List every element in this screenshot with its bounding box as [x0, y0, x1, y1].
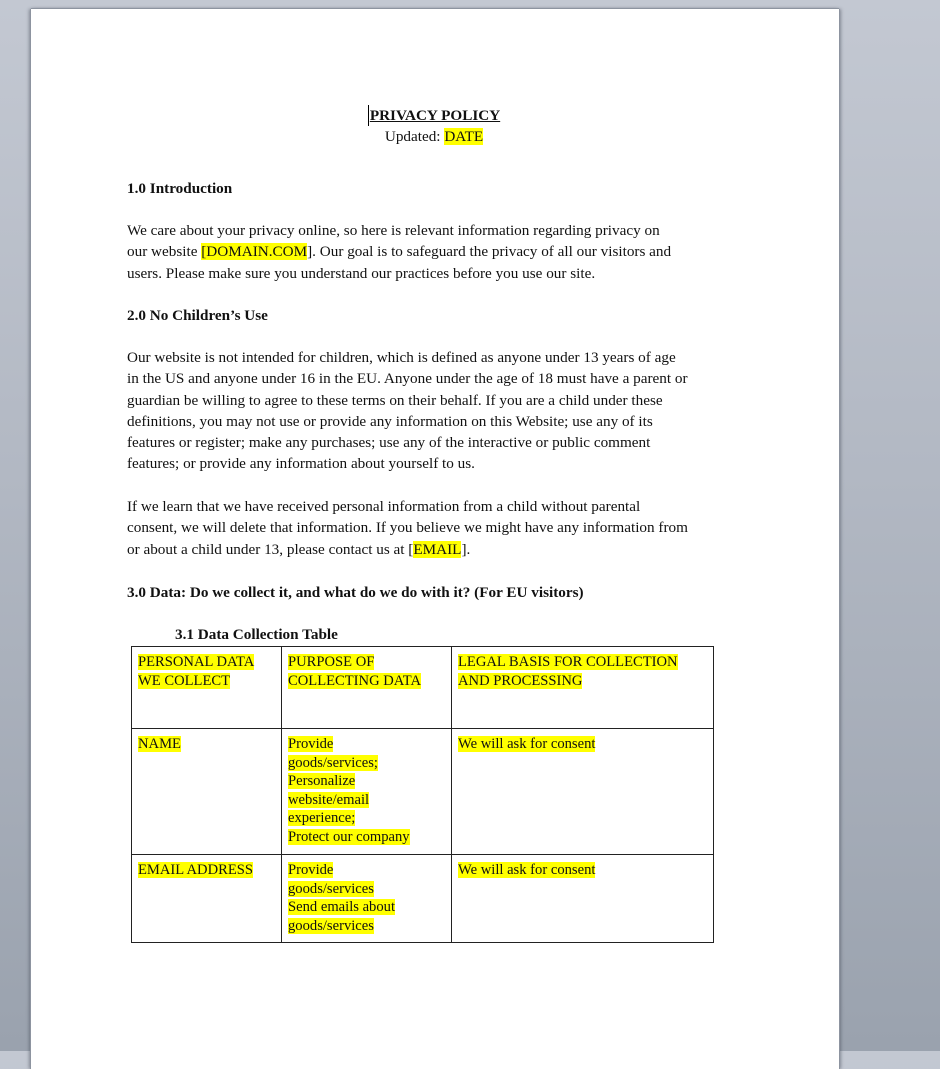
- cell-text: We will ask for consent: [458, 862, 596, 878]
- cell-text: website/email: [288, 791, 370, 808]
- cell-line: [288, 880, 445, 899]
- cell-line: [138, 735, 275, 754]
- paragraph-line: [127, 539, 767, 560]
- paragraph-line: users. Please make sure you understand our practices before you use our site.: [127, 264, 596, 282]
- paragraph-parental-consent: [127, 496, 767, 560]
- cell-line: [458, 672, 707, 691]
- cell-text: Provide: [288, 862, 334, 878]
- section-heading-introduction: 1.0 Introduction: [127, 180, 233, 197]
- cell-line: [288, 828, 445, 847]
- cell-text: goods/services: [288, 917, 374, 934]
- email-placeholder: EMAIL: [413, 540, 462, 558]
- cell-line: [288, 653, 445, 672]
- paragraph-line: in the US and anyone under 16 in the EU. Anyone under the age of 18 must have a parent or: [127, 370, 688, 388]
- document-title: PRIVACY POLICY: [368, 105, 500, 126]
- cell-text: EMAIL ADDRESS: [138, 862, 254, 878]
- text-run: or about a child under 13, please contact us at [: [127, 540, 414, 558]
- paragraph-line: features; or provide any information about yourself to us.: [127, 455, 475, 473]
- table-cell[interactable]: [282, 855, 452, 943]
- cell-text: AND PROCESSING: [458, 672, 583, 689]
- paragraph-line: [127, 241, 767, 262]
- cell-text: Protect our company: [288, 828, 410, 845]
- cell-line: [288, 917, 445, 936]
- cell-text: Provide: [288, 736, 334, 752]
- cell-text: goods/services;: [288, 754, 378, 771]
- paragraph-line: consent, we will delete that information. If you believe we might have any information from: [127, 519, 688, 537]
- cell-text: PURPOSE OF: [288, 654, 375, 670]
- table-cell[interactable]: [282, 729, 452, 855]
- cell-line: [458, 735, 707, 754]
- cell-line: [288, 809, 445, 828]
- cell-line: [288, 735, 445, 754]
- cell-text: We will ask for consent: [458, 736, 596, 752]
- cell-text: WE COLLECT: [138, 672, 231, 689]
- table-cell[interactable]: [132, 729, 282, 855]
- domain-placeholder: [DOMAIN.COM: [201, 243, 308, 261]
- paragraph-line: Our website is not intended for children, which is defined as anyone under 13 years of age: [127, 349, 676, 366]
- cell-line: [138, 653, 275, 672]
- section-heading-children: 2.0 No Children’s Use: [127, 307, 268, 324]
- paragraph-line: definitions, you may not use or provide any information on this Website; use any of its: [127, 412, 653, 430]
- cell-line: [288, 898, 445, 917]
- paragraph-children-use: [127, 347, 767, 475]
- updated-label: Updated:: [384, 128, 445, 146]
- table-cell[interactable]: [452, 729, 714, 855]
- table-row: [132, 855, 714, 943]
- table-row: [132, 729, 714, 855]
- cell-text: LEGAL BASIS FOR COLLECTION: [458, 654, 678, 670]
- table-caption: 3.1 Data Collection Table: [175, 626, 338, 643]
- cell-text: PERSONAL DATA: [138, 654, 255, 670]
- cell-line: [288, 861, 445, 880]
- cell-line: [138, 861, 275, 880]
- paragraph-introduction: [127, 220, 767, 284]
- cell-text: experience;: [288, 810, 356, 827]
- cell-line: [458, 861, 707, 880]
- cell-line: [288, 672, 445, 691]
- section-heading-data: 3.0 Data: Do we collect it, and what do we do with it? (For EU visitors): [127, 584, 584, 601]
- title-block: [127, 105, 741, 148]
- cell-line: [288, 772, 445, 791]
- text-run: ].: [461, 540, 471, 558]
- cell-text: NAME: [138, 736, 181, 752]
- updated-line: [127, 126, 741, 147]
- text-run: our website: [127, 243, 202, 261]
- paragraph-line: features or register; make any purchases; use any of the interactive or public comment: [127, 434, 651, 452]
- text-run: ]. Our goal is to safeguard the privacy of all our visitors and: [307, 243, 672, 261]
- updated-date-placeholder: DATE: [444, 128, 484, 146]
- cell-text: COLLECTING DATA: [288, 672, 421, 689]
- cell-line: [288, 754, 445, 773]
- table-header-cell[interactable]: [132, 647, 282, 729]
- cell-text: Send emails about: [288, 899, 396, 916]
- table-cell[interactable]: [132, 855, 282, 943]
- table-header-cell[interactable]: [282, 647, 452, 729]
- data-collection-table: [131, 646, 714, 943]
- paragraph-line: guardian be willing to agree to these terms on their behalf. If you are a child under these: [127, 391, 663, 409]
- table-header-cell[interactable]: [452, 647, 714, 729]
- cell-line: [288, 791, 445, 810]
- cell-text: goods/services: [288, 880, 374, 897]
- paragraph-line: If we learn that we have received personal information from a child without parental: [127, 498, 641, 515]
- document-page: [31, 9, 839, 1069]
- paragraph-line: We care about your privacy online, so here is relevant information regarding privacy on: [127, 222, 660, 239]
- cell-line: [138, 672, 275, 691]
- table-cell[interactable]: [452, 855, 714, 943]
- cell-line: [458, 653, 707, 672]
- table-header-row: [132, 647, 714, 729]
- cell-text: Personalize: [288, 773, 356, 790]
